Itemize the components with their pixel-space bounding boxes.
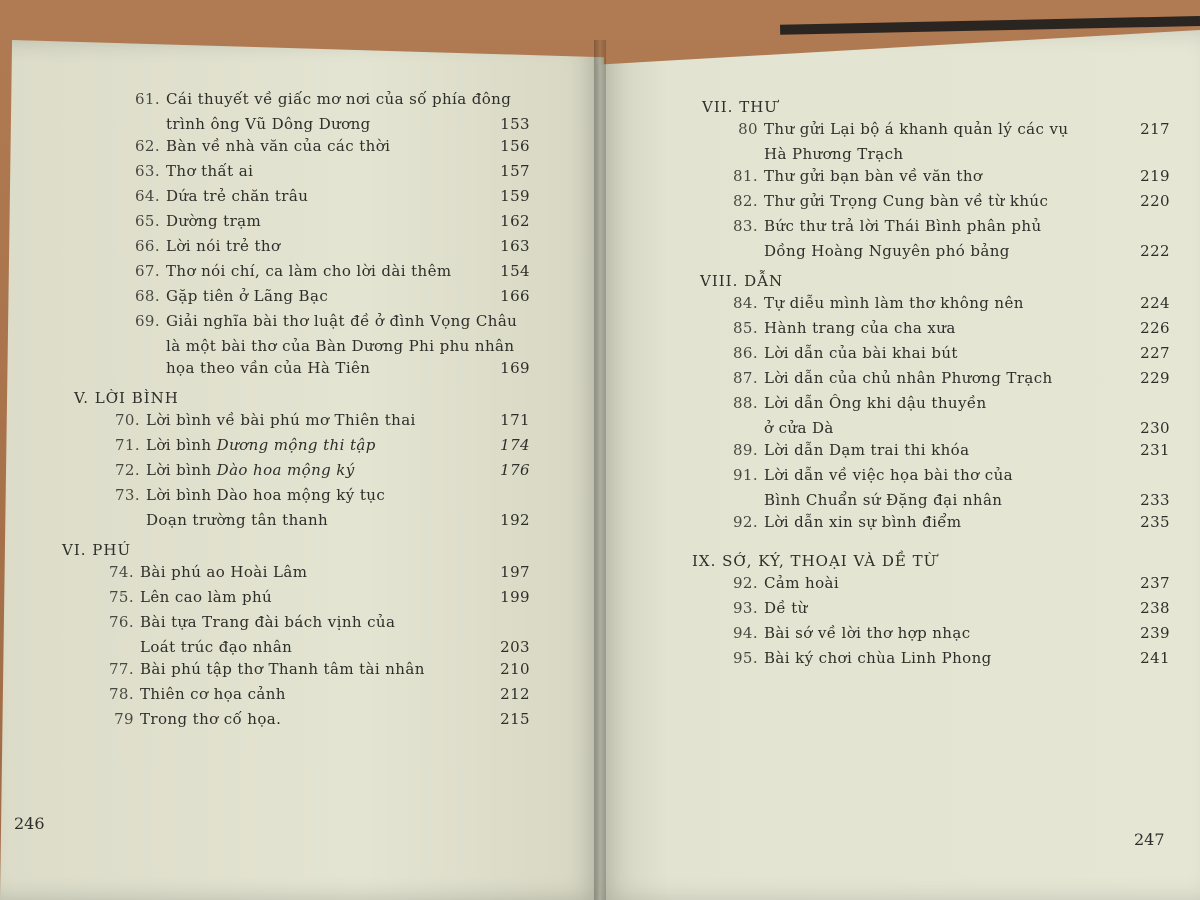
entry-number: 67. xyxy=(134,262,160,280)
entry-title: là một bài thơ của Bàn Dương Phi phu nhân xyxy=(166,337,515,355)
entry-number: 93. xyxy=(732,599,758,617)
entry-title: Thơ thất ai xyxy=(166,162,254,180)
toc-entry xyxy=(60,187,530,212)
entry-title: Thư gửi Trọng Cung bàn về từ khúc xyxy=(764,192,1049,210)
entry-number: 95. xyxy=(732,649,758,667)
entry-page: 212 xyxy=(500,685,530,703)
toc-entry xyxy=(690,192,1170,217)
entry-page: 238 xyxy=(1140,599,1170,617)
entry-number: 72. xyxy=(114,461,140,479)
entry-title: Bài sớ về lời thơ hợp nhạc xyxy=(764,624,971,642)
entry-number: 68. xyxy=(134,287,160,305)
toc-entry xyxy=(690,599,1170,624)
entry-number: 79 xyxy=(114,710,134,728)
entry-title: Thơ nói chí, ca làm cho lời dài thêm xyxy=(166,262,452,280)
toc-entry xyxy=(690,217,1170,264)
entry-number: 78. xyxy=(108,685,134,703)
entry-number: 65. xyxy=(134,212,160,230)
entry-number: 71. xyxy=(114,436,140,454)
toc-entry xyxy=(690,344,1170,369)
entry-title: Dường trạm xyxy=(166,212,262,230)
entry-title: Lời nói trẻ thơ xyxy=(166,237,281,255)
entry-title: ở cửa Dà xyxy=(764,419,834,437)
entry-title: Bình Chuẩn sứ Đặng đại nhân xyxy=(764,491,1003,509)
toc-entry xyxy=(690,649,1170,674)
entry-page: 229 xyxy=(1140,369,1170,387)
entry-title-prefix: Lời bình xyxy=(146,461,217,479)
entry-page: 224 xyxy=(1140,294,1170,312)
entry-page: 197 xyxy=(500,563,530,581)
entry-number: 85. xyxy=(732,319,758,337)
entry-title-italic: Dào hoa mộng ký xyxy=(216,461,355,479)
entry-page: 226 xyxy=(1140,319,1170,337)
toc-entry xyxy=(690,441,1170,466)
entry-number: 88. xyxy=(732,394,758,412)
toc-entry xyxy=(690,466,1170,513)
entry-title: Bài tựa Trang đài bách vịnh của xyxy=(140,613,396,631)
page-number-right: 247 xyxy=(1134,830,1165,849)
entry-page: 219 xyxy=(1140,167,1170,185)
entry-title: Bức thư trả lời Thái Bình phân phủ xyxy=(764,217,1042,235)
entry-title: Bài phú tập thơ Thanh tâm tài nhân xyxy=(140,660,425,678)
toc-entry xyxy=(60,461,530,486)
toc-entry xyxy=(690,120,1170,167)
entry-title: Hà Phương Trạch xyxy=(764,145,904,163)
entry-title: Thư gửi bạn bàn về văn thơ xyxy=(764,167,983,185)
entry-title: họa theo vần của Hà Tiên xyxy=(166,359,371,377)
entry-page: 176 xyxy=(500,461,530,479)
section-heading: VII. THƯ xyxy=(702,98,778,116)
toc-entry xyxy=(60,563,530,588)
entry-title: Cảm hoài xyxy=(764,574,840,592)
entry-page: 233 xyxy=(1140,491,1170,509)
entry-page: 163 xyxy=(500,237,530,255)
toc-entry xyxy=(60,287,530,312)
entry-number: 73. xyxy=(114,486,140,504)
toc-entry xyxy=(60,710,530,735)
toc-entry xyxy=(690,167,1170,192)
entry-page: 154 xyxy=(500,262,530,280)
entry-number: 64. xyxy=(134,187,160,205)
entry-title: Lời dẫn của bài khai bút xyxy=(764,344,958,362)
entry-title: Lời bình về bài phú mơ Thiên thai xyxy=(146,411,416,429)
entry-title: Doạn trường tân thanh xyxy=(146,511,329,529)
entry-title: Bài ký chơi chùa Linh Phong xyxy=(764,649,992,667)
toc-entry xyxy=(60,685,530,710)
entry-number: 94. xyxy=(732,624,758,642)
entry-title: Lời dẫn của chủ nhân Phương Trạch xyxy=(764,369,1053,387)
entry-page: 231 xyxy=(1140,441,1170,459)
entry-number: 92. xyxy=(732,574,758,592)
entry-number: 87. xyxy=(732,369,758,387)
entry-number: 77. xyxy=(108,660,134,678)
toc-entry xyxy=(60,588,530,613)
section-heading: IX. SỚ, KÝ, THOẠI VÀ DỀ TỪ xyxy=(692,552,938,570)
entry-title: Trong thơ cố họa. xyxy=(140,710,282,728)
entry-title: Bàn về nhà văn của các thời xyxy=(166,137,391,155)
entry-number: 84. xyxy=(732,294,758,312)
toc-entry xyxy=(60,212,530,237)
entry-page: 235 xyxy=(1140,513,1170,531)
entry-page: 230 xyxy=(1140,419,1170,437)
section-heading: VIII. DẪN xyxy=(700,272,784,290)
entry-number: 74. xyxy=(108,563,134,581)
entry-number: 66. xyxy=(134,237,160,255)
entry-title-italic: Dương mộng thi tập xyxy=(216,436,376,454)
entry-number: 89. xyxy=(732,441,758,459)
toc-entry xyxy=(690,394,1170,441)
entry-title: Thiên cơ họa cảnh xyxy=(140,685,286,703)
entry-number: 80 xyxy=(738,120,758,138)
toc-entry xyxy=(60,90,530,137)
entry-title: Thư gửi Lại bộ á khanh quản lý các vụ xyxy=(764,120,1069,138)
section-heading: VI. PHÚ xyxy=(62,541,132,559)
section-heading: V. LỜI BÌNH xyxy=(74,389,179,407)
page-number-left: 246 xyxy=(14,814,45,833)
toc-entry xyxy=(690,369,1170,394)
entry-number: 62. xyxy=(134,137,160,155)
entry-title: Loát trúc đạo nhân xyxy=(140,638,293,656)
entry-title: trình ông Vũ Dông Dương xyxy=(166,115,371,133)
toc-left-page xyxy=(60,90,530,735)
entry-page: 210 xyxy=(500,660,530,678)
toc-entry xyxy=(60,312,530,381)
entry-number: 83. xyxy=(732,217,758,235)
entry-page: 171 xyxy=(500,411,530,429)
entry-page: 156 xyxy=(500,137,530,155)
toc-entry xyxy=(60,237,530,262)
entry-page: 203 xyxy=(500,638,530,656)
toc-entry xyxy=(60,162,530,187)
entry-page: 241 xyxy=(1140,649,1170,667)
entry-title: Dề từ xyxy=(764,599,808,617)
entry-number: 86. xyxy=(732,344,758,362)
entry-title: Cái thuyết về giấc mơ nơi của số phía đông xyxy=(166,90,512,108)
toc-entry xyxy=(60,411,530,436)
entry-title: Lời dẫn Ông khi dậu thuyền xyxy=(764,394,987,412)
entry-title: Hành trang của cha xưa xyxy=(764,319,956,337)
toc-entry xyxy=(690,624,1170,649)
toc-entry xyxy=(690,294,1170,319)
entry-title: Lời dẫn về việc họa bài thơ của xyxy=(764,466,1013,484)
toc-entry xyxy=(60,613,530,660)
entry-number: 70. xyxy=(114,411,140,429)
toc-entry xyxy=(690,319,1170,344)
entry-number: 61. xyxy=(134,90,160,108)
entry-number: 92. xyxy=(732,513,758,531)
toc-entry xyxy=(60,262,530,287)
toc-entry xyxy=(60,660,530,685)
entry-page: 159 xyxy=(500,187,530,205)
entry-page: 192 xyxy=(500,511,530,529)
entry-number: 69. xyxy=(134,312,160,330)
book-cover-edge xyxy=(780,16,1200,35)
toc-entry xyxy=(60,436,530,461)
entry-title: Bài phú ao Hoài Lâm xyxy=(140,563,308,581)
entry-number: 82. xyxy=(732,192,758,210)
toc-entry xyxy=(60,486,530,533)
entry-number: 81. xyxy=(732,167,758,185)
entry-title: Dứa trẻ chăn trâu xyxy=(166,187,309,205)
toc-right-page xyxy=(690,96,1170,674)
entry-number: 75. xyxy=(108,588,134,606)
entry-title: Lời bình Dào hoa mộng ký tục xyxy=(146,486,386,504)
entry-number: 63. xyxy=(134,162,160,180)
entry-title: Giải nghĩa bài thơ luật đề ở đình Vọng Châu xyxy=(166,312,518,330)
entry-page: 169 xyxy=(500,359,530,377)
entry-page: 162 xyxy=(500,212,530,230)
entry-page: 199 xyxy=(500,588,530,606)
toc-entry xyxy=(690,513,1170,538)
entry-title: Dồng Hoàng Nguyên phó bảng xyxy=(764,242,1010,260)
entry-title: Lời dẫn xin sự bình điểm xyxy=(764,513,962,531)
entry-number: 76. xyxy=(108,613,134,631)
entry-page: 239 xyxy=(1140,624,1170,642)
entry-page: 174 xyxy=(500,436,530,454)
entry-page: 166 xyxy=(500,287,530,305)
entry-page: 237 xyxy=(1140,574,1170,592)
entry-page: 227 xyxy=(1140,344,1170,362)
entry-number: 91. xyxy=(732,466,758,484)
entry-page: 220 xyxy=(1140,192,1170,210)
toc-entry xyxy=(690,574,1170,599)
toc-entry xyxy=(60,137,530,162)
entry-title: Lên cao làm phú xyxy=(140,588,273,606)
entry-page: 153 xyxy=(500,115,530,133)
entry-page: 215 xyxy=(500,710,530,728)
entry-page: 157 xyxy=(500,162,530,180)
entry-title: Tự diễu mình làm thơ không nên xyxy=(764,294,1024,312)
entry-title: Gặp tiên ở Lãng Bạc xyxy=(166,287,329,305)
entry-title-prefix: Lời bình xyxy=(146,436,217,454)
entry-page: 217 xyxy=(1140,120,1170,138)
book-gutter xyxy=(594,40,606,900)
entry-page: 222 xyxy=(1140,242,1170,260)
entry-title: Lời dẫn Dạm trai thi khóa xyxy=(764,441,970,459)
